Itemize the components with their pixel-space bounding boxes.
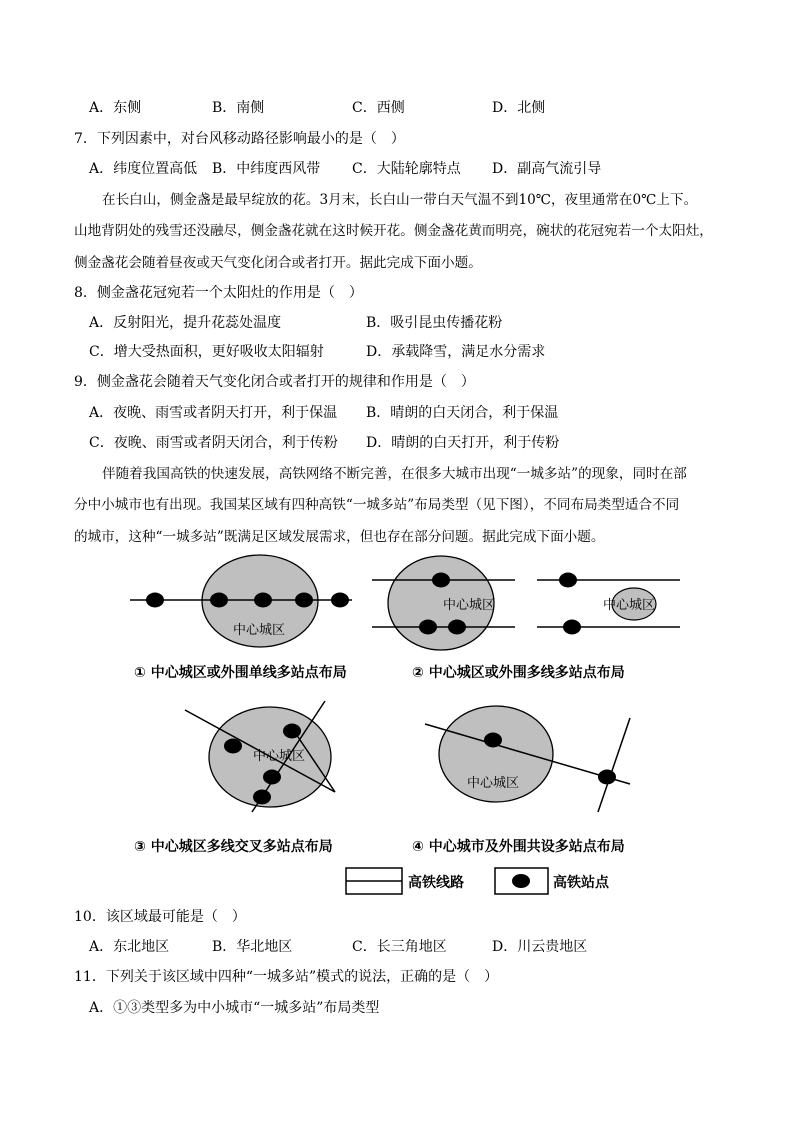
q9-option-d[interactable]: D．晴朗的白天打开，利于传粉 [366,435,560,451]
station-dot [432,573,450,588]
q8-option-a[interactable]: A．反射阳光，提升花蕊处温度 [89,315,282,331]
diagram-2-label: 中心城区 [443,598,496,613]
q6-option-c[interactable]: C．西侧 [352,100,405,116]
q11-stem: 11．下列关于该区域中四种“一城多站”模式的说法，正确的是（ ） [74,969,499,985]
q6-option-d[interactable]: D．北侧 [492,100,546,116]
q6-option-a[interactable]: A．东侧 [89,100,142,116]
q9-option-a[interactable]: A．夜晚、雨雪或者阴天打开，利于保温 [89,405,338,421]
caption-3: ③ 中心城区多线交叉多站点布局 [134,839,333,855]
station-dot [559,573,577,588]
q8-option-c[interactable]: C．增大受热面积，更好吸收太阳辐射 [89,344,324,360]
q9-option-b[interactable]: B．晴朗的白天闭合，利于保温 [366,405,559,421]
station-dot [448,620,466,635]
station-dot [254,593,272,608]
q10-option-c[interactable]: C．长三角地区 [352,939,447,955]
q7-option-d[interactable]: D．副高气流引导 [492,161,602,177]
diagram-1-label: 中心城区 [233,623,286,638]
station-dot [484,733,502,748]
diagram-2-multi-line [372,556,680,650]
q8-option-b[interactable]: B．吸引昆虫传播花粉 [366,315,503,331]
legend-station-label: 高铁站点 [553,875,609,891]
q10-option-d[interactable]: D．川云贵地区 [492,939,588,955]
diagram-1-single-line [130,555,352,647]
q10-option-b[interactable]: B．华北地区 [212,939,293,955]
station-dot [283,724,301,739]
caption-1: ① 中心城区或外围单线多站点布局 [134,665,347,681]
caption-4: ④ 中心城市及外围共设多站点布局 [412,839,625,855]
station-dot [331,593,349,608]
passage1-line-1: 在长白山，侧金盏是最早绽放的花。3月末，长白山一带白天气温不到10℃，夜里通常在0℃上下。 [102,192,698,208]
q9-stem: 9．侧金盏花会随着天气变化闭合或者打开的规律和作用是（ ） [74,374,475,390]
q8-option-d[interactable]: D．承载降雪，满足水分需求 [366,344,546,360]
station-dot [419,620,437,635]
diagram-2b-label: 中心城区 [603,598,656,613]
station-dot [263,770,281,785]
caption-2: ② 中心城区或外围多线多站点布局 [412,665,625,681]
q10-stem: 10．该区域最可能是（ ） [74,909,246,925]
q11-option-a[interactable]: A．①③类型多为中小城市“一城多站”布局类型 [89,1000,380,1016]
diagram-4-shared-stations [425,706,630,812]
station-dot [210,593,228,608]
legend-station-sample [512,874,530,888]
station-dot [146,593,164,608]
diagram-4-rail-line-2 [598,718,630,812]
q7-option-c[interactable]: C．大陆轮廓特点 [352,161,461,177]
passage2-line-1: 伴随着我国高铁的快速发展，高铁网络不断完善，在很多大城市出现“一城多站”的现象，同时在部 [102,466,687,482]
q6-option-b[interactable]: B．南侧 [212,100,265,116]
q7-option-a[interactable]: A．纬度位置高低 [89,161,198,177]
station-dot [224,739,242,754]
station-dot [598,770,616,785]
passage1-line-3: 侧金盏花会随着昼夜或天气变化闭合或者打开。据此完成下面小题。 [74,255,482,271]
legend [346,868,610,894]
diagram-3-label: 中心城区 [253,749,306,764]
passage2-line-3: 的城市，这种“一城多站”既满足区域发展需求，但也存在部分问题。据此完成下面小题。 [74,529,605,545]
q8-stem: 8．侧金盏花冠宛若一个太阳灶的作用是（ ） [74,285,363,301]
station-dot [253,790,271,805]
passage2-line-2: 分中小城市也有出现。我国某区域有四种高铁“一城多站”布局类型（见下图），不同布局类型适合不同 [74,497,680,513]
q9-option-c[interactable]: C．夜晚、雨雪或者阴天闭合，利于传粉 [89,435,338,451]
station-dot [295,593,313,608]
station-dot [563,620,581,635]
diagram-4-label: 中心城区 [467,776,520,791]
legend-line-label: 高铁线路 [408,875,464,891]
q7-option-b[interactable]: B．中纬度西风带 [212,161,321,177]
q10-option-a[interactable]: A．东北地区 [89,939,170,955]
diagram-3-cross-lines [185,701,335,812]
passage1-line-2: 山地背阴处的残雪还没融尽，侧金盏花就在这时候开花。侧金盏花黄而明亮，碗状的花冠宛若一个太阳灶， [74,223,713,239]
q7-stem: 7．下列因素中，对台风移动路径影响最小的是（ ） [74,131,405,147]
